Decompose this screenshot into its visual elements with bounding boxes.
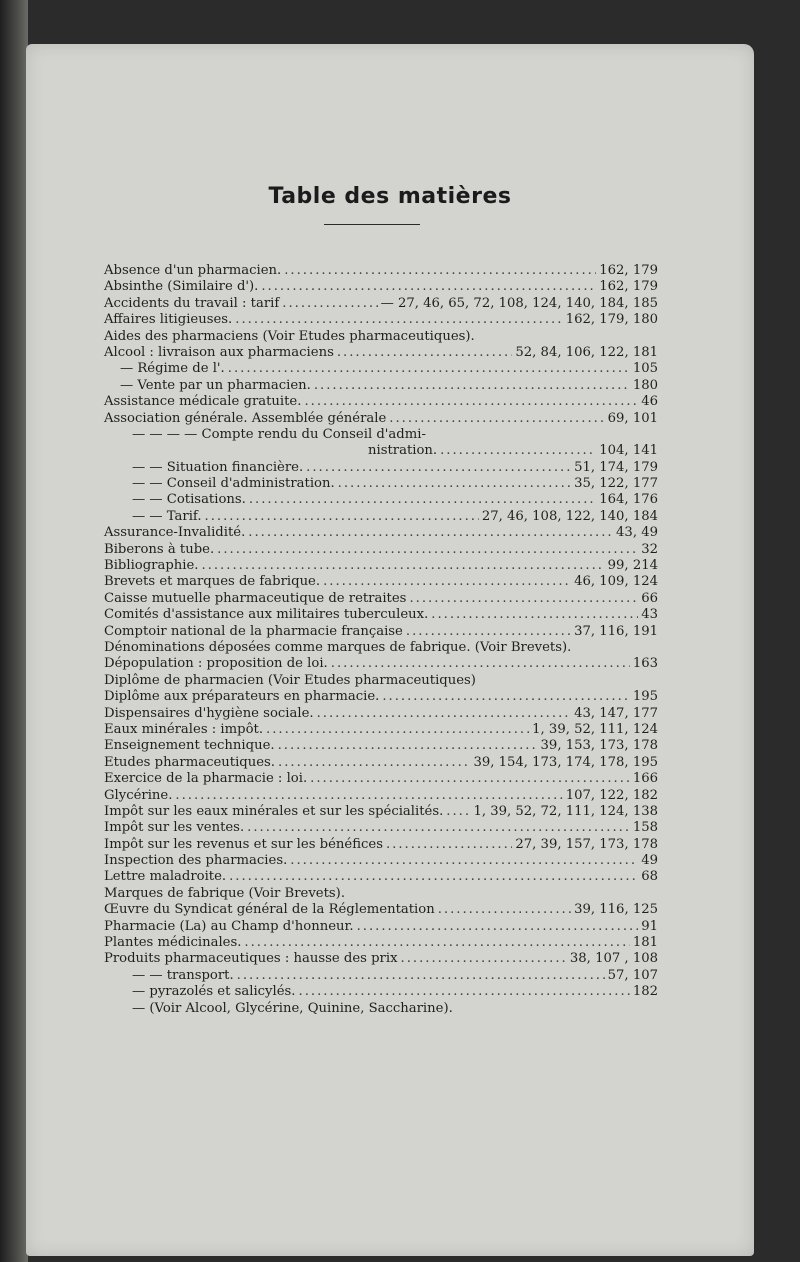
dot-leader xyxy=(235,312,562,328)
dot-leader xyxy=(299,984,630,1000)
toc-entry-pages: 104, 141 xyxy=(599,443,658,459)
toc-entry-label: — (Voir Alcool, Glycérine, Quinine, Saccharine). xyxy=(132,1000,453,1016)
toc-entry-pages: 68 xyxy=(641,869,658,885)
toc-entry-label: Glycérine. xyxy=(104,787,173,803)
dot-leader xyxy=(438,902,571,918)
toc-entry-pages: 1, 39, 52, 72, 111, 124, 138 xyxy=(473,803,658,819)
toc-entry xyxy=(104,837,658,853)
toc-entry-pages: 43, 49 xyxy=(616,525,658,541)
toc-entry-pages: 162, 179, 180 xyxy=(565,312,658,328)
dot-leader xyxy=(389,411,604,427)
dot-leader xyxy=(266,722,529,738)
toc-entry-pages: 99, 214 xyxy=(607,558,658,574)
table-of-contents xyxy=(104,263,658,1017)
toc-entry-pages: 51, 174, 179 xyxy=(574,459,658,475)
dot-leader xyxy=(249,492,596,508)
toc-entry-label: Absence d'un pharmacien. xyxy=(104,263,282,278)
toc-entry xyxy=(104,279,658,295)
toc-entry xyxy=(104,263,658,279)
toc-entry-label: Aides des pharmaciens (Voir Etudes pharmaceutiques). xyxy=(104,328,475,344)
dot-leader xyxy=(247,820,630,836)
dot-leader xyxy=(401,951,567,967)
toc-entry-pages: 66 xyxy=(641,590,658,606)
toc-entry-pages: 180 xyxy=(632,377,658,393)
toc-entry xyxy=(104,329,658,345)
toc-entry-label: Etudes pharmaceutiques. xyxy=(104,754,275,770)
dot-leader xyxy=(290,853,638,869)
toc-entry-pages: 181 xyxy=(632,935,658,951)
toc-entry-label: Inspection des pharmacies. xyxy=(104,853,288,869)
dot-leader xyxy=(228,361,630,377)
toc-entry xyxy=(104,476,658,492)
toc-entry-pages: 46 xyxy=(641,394,658,410)
toc-entry xyxy=(104,345,658,361)
toc-entry xyxy=(104,673,658,689)
toc-entry-label: Caisse mutuelle pharmaceutique de retraites xyxy=(104,590,407,606)
toc-entry-pages: 43 xyxy=(641,607,658,623)
toc-entry xyxy=(104,820,658,836)
toc-entry-label: Alcool : livraison aux pharmaciens xyxy=(104,344,334,360)
toc-entry-pages: 166 xyxy=(632,771,658,787)
toc-entry xyxy=(104,542,658,558)
toc-entry-label: — Vente par un pharmacien. xyxy=(120,377,311,393)
toc-entry xyxy=(104,443,658,459)
dot-leader xyxy=(357,919,639,935)
toc-entry xyxy=(104,722,658,738)
toc-entry-label: — — Cotisations. xyxy=(132,492,246,508)
dot-leader xyxy=(282,296,377,312)
book-spine xyxy=(0,0,28,1262)
dot-leader xyxy=(337,345,513,361)
toc-entry-label: — pyrazolés et salicylés. xyxy=(132,984,296,1000)
toc-entry-pages: 158 xyxy=(632,820,658,836)
toc-entry-pages: 39, 153, 173, 178 xyxy=(540,738,658,754)
toc-entry-label: Biberons à tube. xyxy=(104,541,215,557)
toc-entry-label: nistration. xyxy=(368,443,438,459)
toc-entry-pages: 1, 39, 52, 111, 124 xyxy=(532,721,658,737)
toc-entry xyxy=(104,509,658,525)
toc-entry-label: Brevets et marques de fabrique. xyxy=(104,574,321,590)
toc-entry-pages: 27, 39, 157, 173, 178 xyxy=(515,836,658,852)
toc-entry xyxy=(104,804,658,820)
toc-entry-label: Marques de fabrique (Voir Brevets). xyxy=(104,885,346,901)
toc-entry-pages: 162, 179 xyxy=(599,263,658,278)
toc-entry xyxy=(104,525,658,541)
toc-entry-label: Impôt sur les ventes. xyxy=(104,820,245,836)
dot-leader xyxy=(201,558,604,574)
toc-entry xyxy=(104,771,658,787)
toc-entry xyxy=(104,788,658,804)
toc-entry xyxy=(104,656,658,672)
toc-entry-pages: 195 xyxy=(632,689,658,705)
toc-entry-pages: 162, 179 xyxy=(599,279,658,295)
toc-entry xyxy=(104,558,658,574)
toc-entry xyxy=(104,755,658,771)
toc-entry-label: Diplôme aux préparateurs en pharmacie. xyxy=(104,689,380,705)
toc-entry xyxy=(104,394,658,410)
toc-entry-pages: 35, 122, 177 xyxy=(574,476,658,492)
toc-entry-pages: 39, 116, 125 xyxy=(574,902,658,918)
toc-entry-pages: 69, 101 xyxy=(607,410,658,426)
toc-entry-pages: — 27, 46, 65, 72, 108, 124, 140, 184, 185 xyxy=(380,295,658,311)
toc-entry-label: Absinthe (Similaire d'). xyxy=(104,279,259,295)
toc-entry-label: — — — — Compte rendu du Conseil d'admi- xyxy=(132,426,426,442)
toc-entry xyxy=(104,624,658,640)
toc-entry xyxy=(104,312,658,328)
toc-entry-label: Diplôme de pharmacien (Voir Etudes pharmaceutiques) xyxy=(104,672,476,688)
dot-leader xyxy=(304,394,638,410)
toc-entry xyxy=(104,378,658,394)
toc-entry-pages: 49 xyxy=(641,853,658,869)
toc-entry xyxy=(104,886,658,902)
toc-entry xyxy=(104,492,658,508)
dot-leader xyxy=(314,378,630,394)
dot-leader xyxy=(248,525,613,541)
dot-leader xyxy=(217,542,638,558)
toc-entry-label: Accidents du travail : tarif xyxy=(104,295,280,311)
toc-entry-label: Pharmacie (La) au Champ d'honneur. xyxy=(104,918,354,934)
toc-entry-pages: 182 xyxy=(632,984,658,1000)
toc-entry-pages: 32 xyxy=(641,541,658,557)
toc-entry-pages: 43, 147, 177 xyxy=(574,705,658,721)
dot-leader xyxy=(323,574,571,590)
dot-leader xyxy=(175,788,562,804)
dot-leader xyxy=(386,837,512,853)
toc-entry-pages: 107, 122, 182 xyxy=(565,787,658,803)
toc-entry xyxy=(104,706,658,722)
toc-entry-label: Assurance-Invalidité. xyxy=(104,525,246,541)
toc-entry-label: Dispensaires d'hygiène sociale. xyxy=(104,705,314,721)
toc-entry-pages: 39, 154, 173, 174, 178, 195 xyxy=(473,754,658,770)
toc-entry-label: Affaires litigieuses. xyxy=(104,312,233,328)
toc-entry-label: Impôt sur les revenus et sur les bénéfices xyxy=(104,836,383,852)
dot-leader xyxy=(406,624,571,640)
page-title: Table des matières xyxy=(268,184,512,209)
toc-entry-pages: 38, 107 , 108 xyxy=(569,951,658,967)
dot-leader xyxy=(317,706,572,722)
toc-entry-label: Dénominations déposées comme marques de fabrique. (Voir Brevets). xyxy=(104,639,572,655)
toc-entry-label: — — Tarif. xyxy=(132,508,202,524)
dot-leader xyxy=(244,935,629,951)
dot-leader xyxy=(446,804,470,820)
dot-leader xyxy=(409,591,638,607)
toc-entry xyxy=(104,607,658,623)
toc-entry xyxy=(104,591,658,607)
dot-leader xyxy=(338,476,571,492)
toc-entry-label: Association générale. Assemblée générale xyxy=(104,410,387,426)
toc-entry-label: Impôt sur les eaux minérales et sur les spécialités. xyxy=(104,803,444,819)
toc-entry xyxy=(104,951,658,967)
dot-leader xyxy=(237,968,605,984)
toc-entry-label: Comptoir national de la pharmacie française xyxy=(104,623,403,639)
toc-entry xyxy=(104,296,658,312)
title-rule xyxy=(324,224,420,225)
toc-entry-pages: 27, 46, 108, 122, 140, 184 xyxy=(481,508,658,524)
toc-entry xyxy=(104,640,658,656)
dot-leader xyxy=(382,689,630,705)
dot-leader xyxy=(229,869,638,885)
toc-entry xyxy=(104,574,658,590)
toc-entry-label: Œuvre du Syndicat général de la Réglementation xyxy=(104,902,435,918)
toc-entry xyxy=(104,935,658,951)
toc-entry-label: — Régime de l'. xyxy=(120,361,225,377)
toc-entry xyxy=(104,919,658,935)
toc-entry-label: Exercice de la pharmacie : loi. xyxy=(104,771,308,787)
toc-entry xyxy=(104,460,658,476)
dot-leader xyxy=(205,509,479,525)
toc-entry xyxy=(104,361,658,377)
toc-entry-label: Lettre maladroite. xyxy=(104,869,227,885)
toc-entry-pages: 52, 84, 106, 122, 181 xyxy=(515,344,658,360)
dot-leader xyxy=(331,656,630,672)
toc-entry-label: Produits pharmaceutiques : hausse des prix xyxy=(104,951,398,967)
toc-entry xyxy=(104,1001,658,1017)
toc-entry-pages: 46, 109, 124 xyxy=(574,574,658,590)
toc-entry-label: Dépopulation : proposition de loi. xyxy=(104,656,328,672)
toc-entry xyxy=(104,984,658,1000)
toc-entry xyxy=(104,853,658,869)
toc-entry xyxy=(104,869,658,885)
toc-entry-label: Eaux minérales : impôt. xyxy=(104,721,264,737)
toc-entry-label: Plantes médicinales. xyxy=(104,935,242,951)
toc-entry-pages: 37, 116, 191 xyxy=(574,623,658,639)
toc-entry xyxy=(104,738,658,754)
dot-leader xyxy=(278,755,470,771)
toc-entry-label: Enseignement technique. xyxy=(104,738,275,754)
toc-entry-pages: 164, 176 xyxy=(599,492,658,508)
page-sheet xyxy=(26,44,754,1256)
dot-leader xyxy=(310,771,630,787)
toc-entry xyxy=(104,689,658,705)
toc-entry-label: Bibliographie. xyxy=(104,558,199,574)
toc-entry-pages: 57, 107 xyxy=(607,967,658,983)
dot-leader xyxy=(431,607,638,623)
dot-leader xyxy=(261,279,596,295)
dot-leader xyxy=(278,738,538,754)
toc-entry-label: Assistance médicale gratuite. xyxy=(104,394,302,410)
dot-leader xyxy=(284,263,596,279)
toc-entry xyxy=(104,427,658,443)
toc-entry-label: Comités d'assistance aux militaires tuberculeux. xyxy=(104,607,429,623)
toc-entry xyxy=(104,968,658,984)
toc-entry xyxy=(104,902,658,918)
toc-entry-pages: 163 xyxy=(632,656,658,672)
dot-leader xyxy=(440,443,596,459)
dot-leader xyxy=(306,460,571,476)
toc-entry xyxy=(104,411,658,427)
toc-entry-label: — — transport. xyxy=(132,967,234,983)
toc-entry-label: — — Situation financière. xyxy=(132,459,304,475)
toc-entry-pages: 91 xyxy=(641,918,658,934)
toc-entry-pages: 105 xyxy=(632,361,658,377)
toc-entry-label: — — Conseil d'administration. xyxy=(132,476,335,492)
